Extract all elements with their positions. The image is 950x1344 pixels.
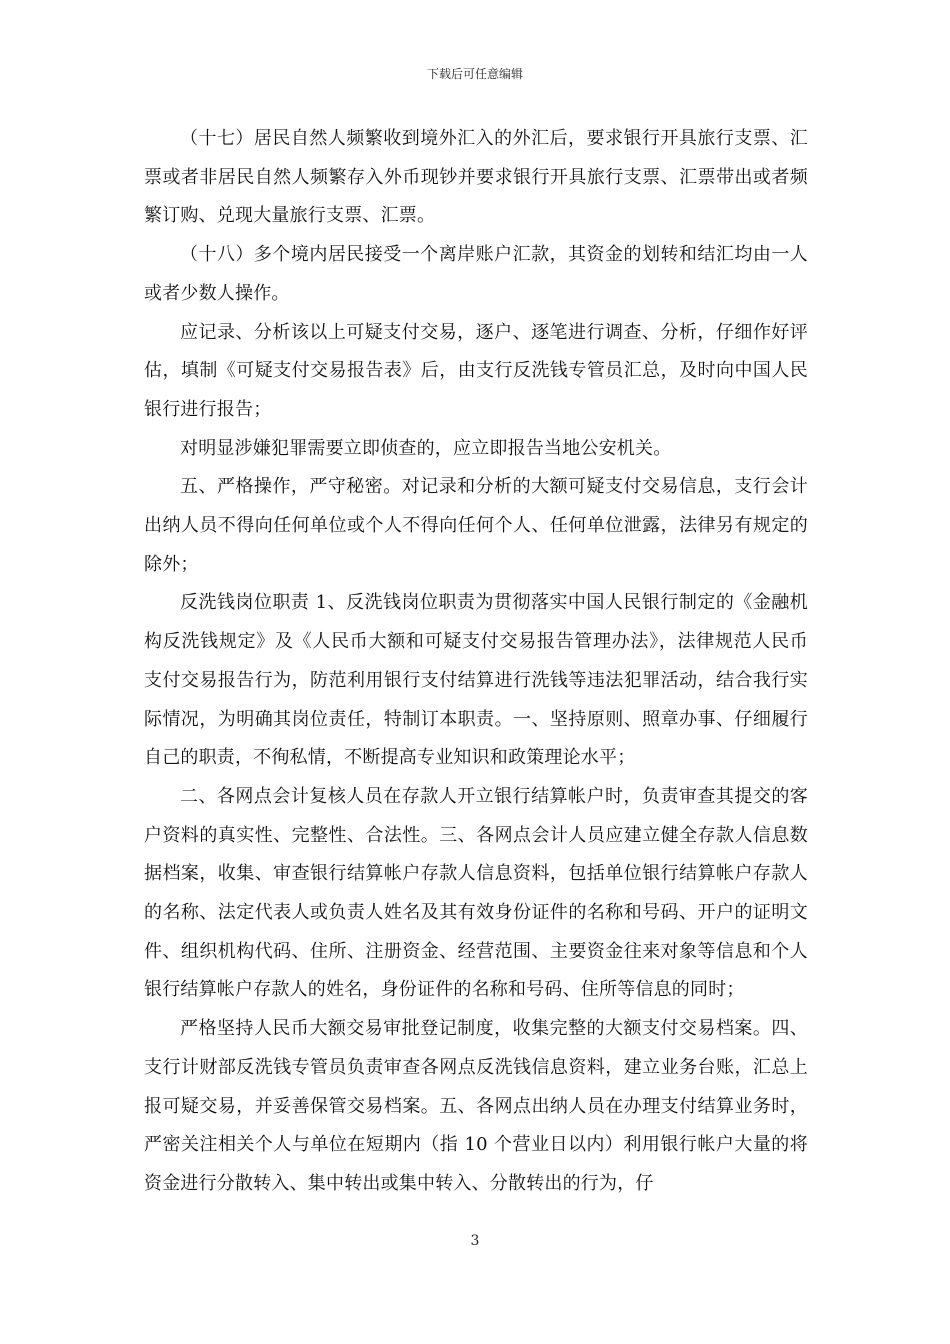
paragraph-record-analysis: 应记录、分析该以上可疑支付交易，逐户、逐笔进行调查、分析，仔细作好评估，填制《可疑支付交易报告表》后，由支行反洗钱专管员汇总，及时向中国人民银行进行报告； (144, 321, 808, 420)
paragraph-account-review: 二、各网点会计复核人员在存款人开立银行结算帐户时，负责审查其提交的客户资料的真实性、完整性、合法性。三、各网点会计人员应建立健全存款人信息数据档案，收集、审查银行结算帐户存款人信息资料，包括单位银行结算帐户存款人的名称、法定代表人或负责人姓名及其有效身份证件的名称和号码、开户的证明文件、组织机构代码、住所、注册资金、经营范围、主要资金往来对象等信息和个人银行结算帐户存款人的姓名，身份证件的名称和号码、住所等信息的同时； (144, 785, 808, 1001)
paragraph-18: （十八）多个境内居民接受一个离岸账户汇款，其资金的划转和结汇均由一人或者少数人操作。 (144, 244, 808, 304)
paragraph-report-police: 对明显涉嫌犯罪需要立即侦查的，应立即报告当地公安机关。 (180, 437, 672, 459)
page-number: 3 (470, 1233, 480, 1249)
document-body (144, 120, 808, 1204)
paragraph-large-transactions: 严格坚持人民币大额交易审批登记制度，收集完整的大额支付交易档案。四、支行计财部反洗钱专管员负责审查各网点反洗钱信息资料，建立业务台账，汇总上报可疑交易，并妥善保管交易档案。五、各网点出纳人员在办理支付结算业务时，严密关注相关个人与单位在短期内（指 10 个营业日以内）利用银行帐户大量的将资金进行分散转入、集中转出或集中转入、分散转出的行为，仔 (144, 1018, 808, 1194)
paragraph-aml-duties: 反洗钱岗位职责 1、反洗钱岗位职责为贯彻落实中国人民银行制定的《金融机构反洗钱规定》及《人民币大额和可疑支付交易报告管理办法》，法律规范人民币支付交易报告行为，防范利用银行支付结算进行洗钱等违法犯罪活动，结合我行实际情况，为明确其岗位责任，特制订本职责。一、坚持原则、照章办事、仔细履行自己的职责，不徇私情，不断提高专业知识和政策理论水平； (144, 592, 808, 769)
paragraph-confidentiality: 五、严格操作，严守秘密。对记录和分析的大额可疑支付交易信息，支行会计出纳人员不得向任何单位或个人不得向任何个人、任何单位泄露，法律另有规定的除外； (144, 476, 808, 575)
page-header: 下载后可任意编辑 (426, 67, 523, 81)
paragraph-17: （十七）居民自然人频繁收到境外汇入的外汇后，要求银行开具旅行支票、汇票或者非居民自然人频繁存入外币现钞并要求银行开具旅行支票、汇票带出或者频繁订购、兑现大量旅行支票、汇票。 (144, 128, 808, 227)
